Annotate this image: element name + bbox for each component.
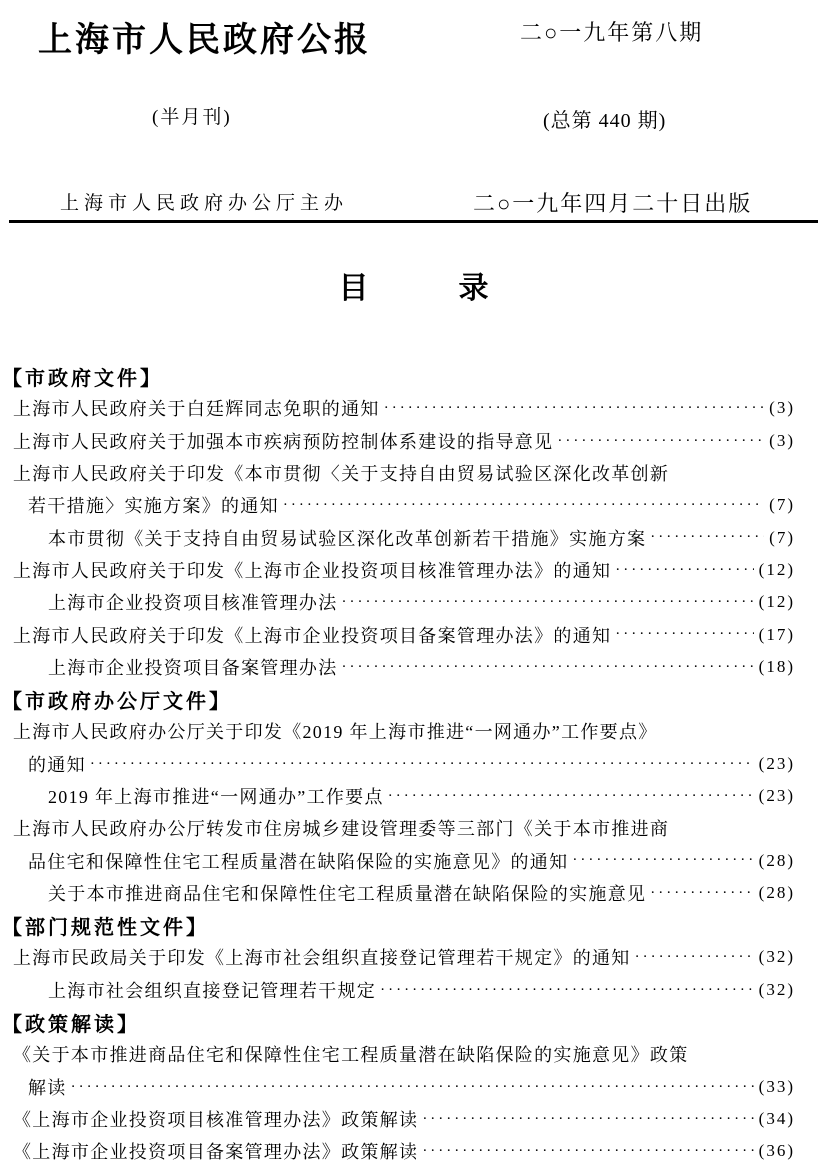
toc-entry-line — [2, 748, 795, 780]
toc-entry-text: 关于本市推进商品住宅和保障性住宅工程质量潜在缺陷保险的实施意见 — [48, 883, 647, 904]
toc-entry-text: 若干措施〉实施方案》的通知 — [28, 496, 279, 517]
toc-entry-text: 上海市人民政府关于印发《上海市企业投资项目核准管理办法》的通知 — [13, 560, 612, 581]
toc-page-number: (28) — [758, 882, 795, 902]
masthead-divider — [9, 220, 818, 223]
toc-entry-text: 上海市人民政府关于加强本市疾病预防控制体系建设的指导意见 — [13, 431, 554, 452]
dot-leader — [71, 1071, 754, 1103]
masthead — [0, 0, 827, 224]
toc-page-number: (18) — [758, 656, 795, 676]
toc-entry-text: 《上海市企业投资项目核准管理办法》政策解读 — [13, 1109, 419, 1130]
toc-entry-line — [2, 812, 795, 844]
toc-page-number: (3) — [769, 398, 795, 418]
toc-entry-line — [2, 521, 795, 553]
toc-entry-text: 上海市人民政府关于白廷辉同志免职的通知 — [13, 399, 380, 420]
toc-entry-text: 《关于本市推进商品住宅和保障性住宅工程质量潜在缺陷保险的实施意见》政策 — [13, 1045, 689, 1066]
dot-leader — [650, 877, 753, 909]
toc-page-number: (23) — [758, 753, 795, 773]
dot-leader — [650, 521, 764, 553]
toc-entry-text: 本市贯彻《关于支持自由贸易试验区深化改革创新若干措施》实施方案 — [48, 528, 647, 549]
issue-number: 二○一九年第八期 — [520, 20, 704, 45]
cumulative-issue-number: (总第 440 期) — [543, 110, 667, 132]
toc-section-heading: 【市政府文件】 — [2, 367, 163, 390]
toc-entry-line — [2, 618, 795, 650]
toc-entry-line — [2, 780, 795, 812]
toc-entry-text: 解读 — [28, 1077, 67, 1098]
dot-leader — [557, 425, 764, 457]
toc-entry-line — [2, 1071, 795, 1103]
toc-page-number: (7) — [769, 527, 795, 547]
toc-entry-text: 上海市民政局关于印发《上海市社会组织直接登记管理若干规定》的通知 — [13, 948, 631, 969]
toc-entry-text: 上海市人民政府办公厅转发市住房城乡建设管理委等三部门《关于本市推进商 — [13, 819, 670, 840]
toc-entry-text: 的通知 — [28, 754, 86, 775]
dot-leader — [384, 392, 764, 424]
dot-leader — [283, 489, 764, 521]
toc-entry-text: 上海市人民政府关于印发《本市贯彻〈关于支持自由贸易试验区深化改革创新 — [13, 464, 670, 485]
toc-section-heading: 【部门规范性文件】 — [2, 916, 209, 939]
toc-entry-line — [2, 844, 795, 876]
toc-title: 目 录 — [338, 272, 489, 305]
frequency-label: (半月刊) — [152, 107, 232, 128]
toc-entry-text: 上海市人民政府关于印发《上海市企业投资项目备案管理办法》的通知 — [13, 625, 612, 646]
toc-entry-line — [2, 715, 795, 747]
toc-entry-line — [2, 1135, 795, 1167]
toc-entry-text: 品住宅和保障性住宅工程质量潜在缺陷保险的实施意见》的通知 — [28, 851, 569, 872]
toc-page-number: (34) — [758, 1108, 795, 1128]
dot-leader — [635, 941, 754, 973]
toc-page-number: (33) — [758, 1076, 795, 1096]
toc-entry-text: 上海市企业投资项目核准管理办法 — [48, 593, 338, 614]
toc-entry-text: 上海市社会组织直接登记管理若干规定 — [48, 980, 377, 1001]
toc-entry-line — [2, 392, 795, 424]
toc-section-heading: 【市政府办公厅文件】 — [2, 690, 232, 713]
dot-leader — [342, 586, 754, 618]
dot-leader — [90, 748, 754, 780]
toc-page-number: (17) — [758, 624, 795, 644]
toc-page-number: (32) — [758, 979, 795, 999]
toc-entry-line — [2, 1038, 795, 1070]
dot-leader — [615, 554, 753, 586]
toc-page-number: (12) — [758, 559, 795, 579]
dot-leader — [615, 618, 753, 650]
toc-page-number: (36) — [758, 1141, 795, 1161]
toc-entry-text: 2019 年上海市推进“一网通办”工作要点 — [48, 787, 384, 807]
toc-entry-line — [2, 554, 795, 586]
dot-leader — [422, 1103, 753, 1135]
toc-page-number: (28) — [758, 850, 795, 870]
dot-leader — [572, 844, 753, 876]
toc-list — [0, 360, 827, 1167]
toc-entry-line — [2, 974, 795, 1006]
toc-entry-line — [2, 425, 795, 457]
organizer-label: 上海市人民政府办公厅主办 — [60, 193, 349, 214]
toc-entry-line — [2, 457, 795, 489]
dot-leader — [380, 974, 754, 1006]
toc-entry-text: 上海市企业投资项目备案管理办法 — [48, 657, 338, 678]
toc-section-heading: 【政策解读】 — [2, 1013, 140, 1036]
gazette-title: 上海市人民政府公报 — [38, 22, 371, 59]
toc-page-number: (12) — [758, 592, 795, 612]
dot-leader — [388, 780, 754, 812]
toc-entry-line — [2, 941, 795, 973]
toc-entry-text: 《上海市企业投资项目备案管理办法》政策解读 — [13, 1142, 419, 1163]
toc-page-number: (7) — [769, 495, 795, 515]
dot-leader — [422, 1135, 753, 1167]
toc-entry-line — [2, 651, 795, 683]
publish-date: 二○一九年四月二十日出版 — [473, 191, 753, 216]
dot-leader — [342, 651, 754, 683]
toc-entry-text: 上海市人民政府办公厅关于印发《2019 年上海市推进“一网通办”工作要点》 — [13, 722, 658, 743]
toc-entry-line — [2, 586, 795, 618]
toc-page-number: (32) — [758, 947, 795, 967]
toc-entry-line — [2, 1103, 795, 1135]
toc-entry-line — [2, 877, 795, 909]
toc-page-number: (3) — [769, 430, 795, 450]
toc-page-number: (23) — [758, 786, 795, 805]
toc-entry-line — [2, 489, 795, 521]
